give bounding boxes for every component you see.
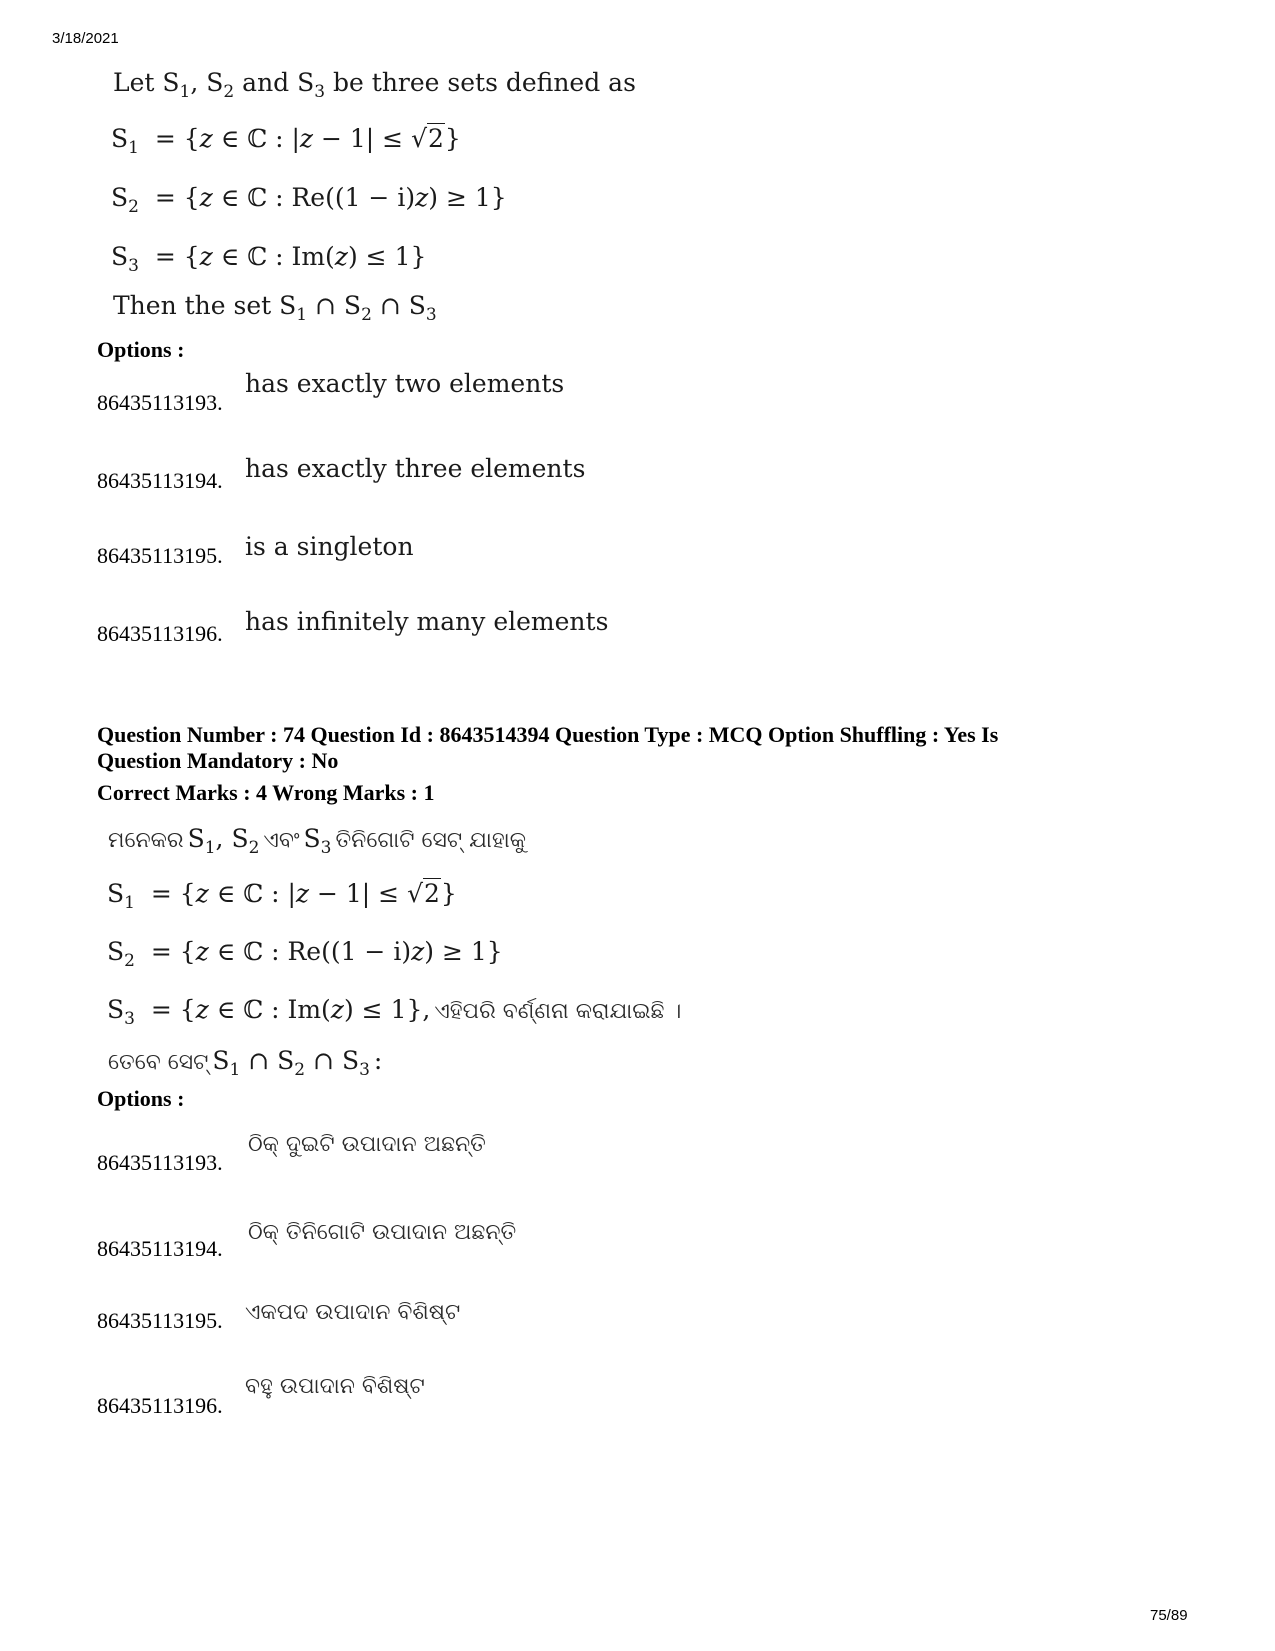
question-meta-line1: Question Number : 74 Question Id : 8643514394 Question Type : MCQ Option Shuffling : Yes Is [97, 722, 999, 747]
odia-word: ତେବେ ସେଟ୍ [108, 1050, 209, 1075]
set-s2-en: $S_2 = \{z$ ∈ ℂ : Re((1 − i)z) ≥ 1} [111, 183, 507, 217]
set-s1-odia: $S_1 = \{z$ ∈ ℂ : |z − 1| ≤ √2} [107, 879, 457, 913]
option-text: ଠିକ୍ ଦୁଇଟି ଉପାଦାନ ଅଛନ୍ତି [248, 1132, 486, 1157]
option-id: 86435113196. [97, 621, 223, 646]
option-id: 86435113194. [97, 468, 223, 493]
question-marks: Correct Marks : 4 Wrong Marks : 1 [97, 780, 435, 805]
set-s2-odia: $S_2 = \{z$ ∈ ℂ : Re((1 − i)z) ≥ 1} [107, 937, 503, 971]
option-id: 86435113193. [97, 1150, 223, 1175]
then-line-odia: ତେବେ ସେଟ୍ $S_1$ ∩ $S_2$ ∩ $S_3$ : [108, 1046, 383, 1080]
odia-word: ତିନିଗୋଟି ସେଟ୍ ଯାହାକୁ [335, 828, 527, 853]
page-number: 75/89 [1150, 1607, 1188, 1624]
option-text: has exactly two elements [245, 369, 565, 398]
question-meta-line2: Question Mandatory : No [97, 748, 339, 773]
then-line-en: Then the set $S_1$ ∩ $S_2$ ∩ $S_3$ [113, 291, 437, 325]
set-s3-en: $S_3 = \{z$ ∈ ℂ : Im(z) ≤ 1} [111, 242, 427, 276]
set-s3-odia: $S_3 = \{z$ ∈ ℂ : Im(z) ≤ 1}, ଏହିପରି ବର୍ଣ୍ଣନା କରାଯାଇଛି । [107, 995, 682, 1029]
option-id: 86435113196. [97, 1393, 223, 1418]
option-id: 86435113195. [97, 543, 223, 568]
option-id: 86435113193. [97, 390, 223, 415]
question-intro-odia: ମନେକର $S_1$, $S_2$ ଏବଂ $S_3$ ତିନିଗୋଟି ସେଟ୍ ଯାହାକୁ [108, 824, 527, 858]
options-label-en: Options : [97, 337, 185, 362]
option-text: is a singleton [245, 532, 414, 561]
print-date: 3/18/2021 [52, 30, 119, 47]
option-text: has infinitely many elements [245, 607, 609, 636]
option-text: ଏକପଦ ଉପାଦାନ ବିଶିଷ୍ଟ [245, 1300, 461, 1325]
odia-word: ମନେକର [108, 828, 184, 853]
option-text: ଠିକ୍ ତିନିଗୋଟି ଉପାଦାନ ଅଛନ୍ତି [248, 1220, 517, 1245]
option-id: 86435113195. [97, 1308, 223, 1333]
colon: : [373, 1046, 383, 1075]
option-text: has exactly three elements [245, 454, 586, 483]
option-text: ବହୁ ଉପାଦାନ ବିଶିଷ୍ଟ [245, 1374, 425, 1399]
options-label-odia: Options : [97, 1086, 185, 1111]
odia-word: ଏବଂ [263, 828, 300, 853]
option-id: 86435113194. [97, 1236, 223, 1261]
question-intro-en: Let $S_1$, $S_2$ and $S_3$ be three sets defined as [113, 68, 636, 102]
odia-word: ଏହିପରି ବର୍ଣ୍ଣନା କରାଯାଇଛି । [434, 999, 682, 1024]
set-s1-en: $S_1 = \{z$ ∈ ℂ : |z − 1| ≤ √2} [111, 124, 461, 158]
